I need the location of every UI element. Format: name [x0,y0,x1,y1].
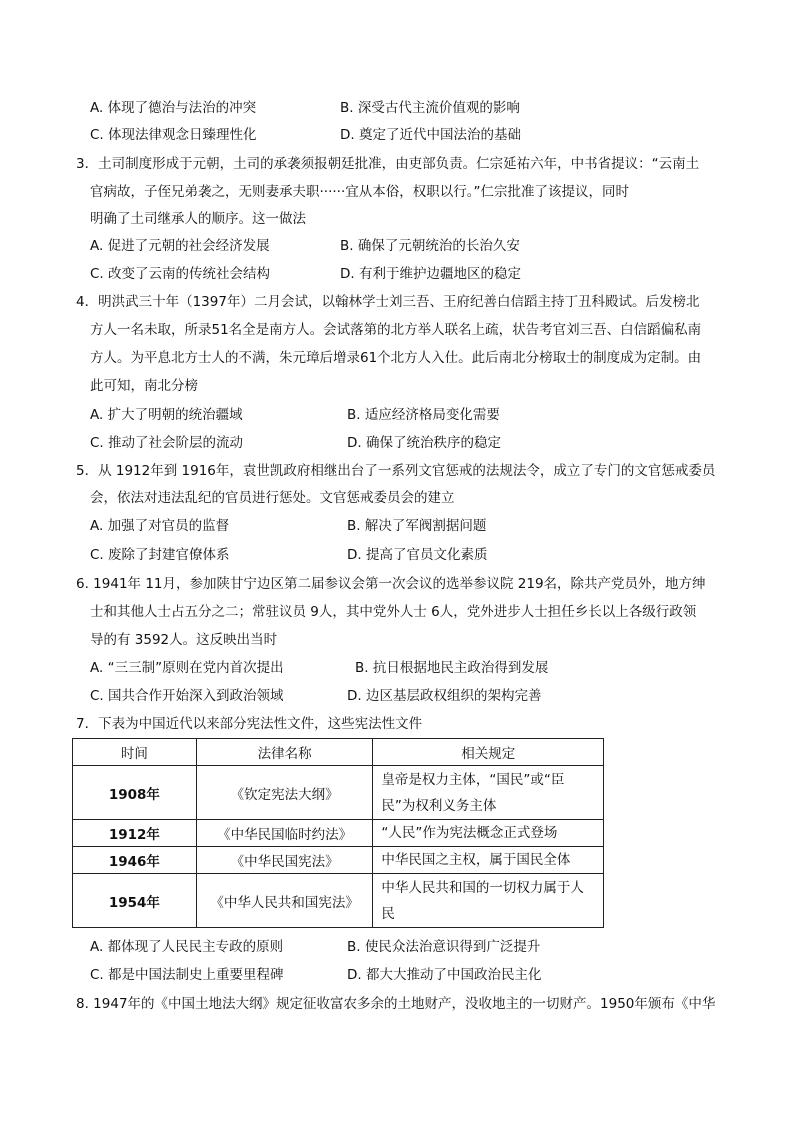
q5-option-b: B. 解决了军阀割据问题 [347,518,487,534]
table-cell-year: 1954年 [73,874,197,928]
table-cell-rule: 皇帝是权力主体，“国民”或“臣民”为权利义务主体 [373,766,604,820]
q5-option-c: C. 废除了封建官僚体系 [90,547,230,563]
table-row [73,847,604,874]
q6-option-c: C. 国共合作开始深入到政治领域 [90,688,284,704]
q4-option-c: C. 推动了社会阶层的流动 [90,435,244,451]
q2-option-a: A. 体现了德治与法治的冲突 [90,100,257,116]
q7-stem-line1: 7．下表为中国近代以来部分宪法性文件，这些宪法性文件 [76,716,423,732]
q3-stem-line1: 3．土司制度形成于元朝，土司的承袭须报朝廷批准，由吏部负责。仁宗延祐六年，中书省提议：“云南土 [76,156,700,172]
table-row [73,766,604,820]
table-cell-name: 《钦定宪法大纲》 [196,766,373,820]
q4-stem-line1: 4．明洪武三十年（1397年）二月会试，以翰林学士刘三吾、王府纪善白信蹈主持丁丑科殿试。后发榜北 [76,294,700,310]
q7-option-b: B. 使民众法治意识得到广泛提升 [347,939,541,955]
q6-stem-line3: 导的有 3592人。这反映出当时 [90,632,278,648]
q4-option-b: B. 适应经济格局变化需要 [347,407,500,423]
q3-option-b: B. 确保了元朝统治的长治久安 [340,238,520,254]
q4-stem-line3: 方人。为平息北方士人的不满，朱元璋后增录61个北方人入仕。此后南北分榜取士的制度成为定制。由 [90,350,702,366]
q5-stem-line1: 5．从 1912年到 1916年，袁世凯政府相继出台了一系列文官惩戒的法规法令，成立了专门的文官惩戒委员 [76,463,716,479]
table-cell-name: 《中华民国宪法》 [196,847,373,874]
q4-option-a: A. 扩大了明朝的统治疆域 [90,407,243,423]
q2-option-d: D. 奠定了近代中国法治的基础 [340,127,521,143]
q5-option-a: A. 加强了对官员的监督 [90,518,230,534]
table-cell-name: 《中华人民共和国宪法》 [196,874,373,928]
q5-stem-line2: 会，依法对违法乱纪的官员进行惩处。文官惩戒委员会的建立 [90,490,455,506]
q7-option-d: D. 都大大推动了中国政治民主化 [347,967,542,983]
table-cell-year: 1912年 [73,820,197,847]
q2-option-b: B. 深受古代主流价值观的影响 [340,100,520,116]
q6-option-d: D. 边区基层政权组织的架构完善 [347,688,542,704]
table-cell-rule: 中华人民共和国的一切权力属于人民 [373,874,604,928]
q3-stem-line3: 明确了土司继承人的顺序。这一做法 [90,211,306,227]
table-cell-rule: “人民”作为宪法概念正式登场 [373,820,604,847]
q3-option-c: C. 改变了云南的传统社会结构 [90,266,271,282]
q7-option-c: C. 都是中国法制史上重要里程碑 [90,967,284,983]
q3-stem-line2: 官病故，子侄兄弟袭之，无则妻承夫职······宜从本俗，权职以行。”仁宗批准了该提议，同时 [90,184,629,200]
constitution-table [72,738,604,928]
table-cell-year: 1946年 [73,847,197,874]
q6-option-a: A. “三三制”原则在党内首次提出 [90,660,284,676]
q4-option-d: D. 确保了统治秩序的稳定 [347,435,501,451]
q7-option-a: A. 都体现了人民民主专政的原则 [90,939,284,955]
table-row [73,874,604,928]
table-row [73,820,604,847]
table-cell-name: 《中华民国临时约法》 [196,820,373,847]
q6-option-b: B. 抗日根据地民主政治得到发展 [355,660,549,676]
q2-option-c: C. 体现法律观念日臻理性化 [90,127,257,143]
q5-option-d: D. 提高了官员文化素质 [347,547,488,563]
table-header-time: 时间 [73,739,197,766]
q3-option-a: A. 促进了元朝的社会经济发展 [90,238,270,254]
q4-stem-line4: 此可知，南北分榜 [90,378,198,394]
q8-stem-line1: 8. 1947年的《中国土地法大纲》规定征收富农多余的土地财产，没收地主的一切财产。1950年颁布《中华 [76,996,716,1012]
table-header-row [73,739,604,766]
table-header-provisions: 相关规定 [373,739,604,766]
table-header-law-name: 法律名称 [196,739,373,766]
q6-stem-line2: 士和其他人士占五分之二；常驻议员 9人，其中党外人士 6人，党外进步人士担任乡长以上各级行政领 [90,604,697,620]
q6-stem-line1: 6. 1941年 11月，参加陕甘宁边区第二届参议会第一次会议的选举参议院 219名，除共产党员外，地方绅 [76,576,706,592]
table-cell-rule: 中华民国之主权，属于国民全体 [373,847,604,874]
q4-stem-line2: 方人一名未取，所录51名全是南方人。会试落第的北方举人联名上疏，状告考官刘三吾、白信蹈偏私南 [90,322,702,338]
q3-option-d: D. 有利于维护边疆地区的稳定 [340,266,521,282]
table-cell-year: 1908年 [73,766,197,820]
